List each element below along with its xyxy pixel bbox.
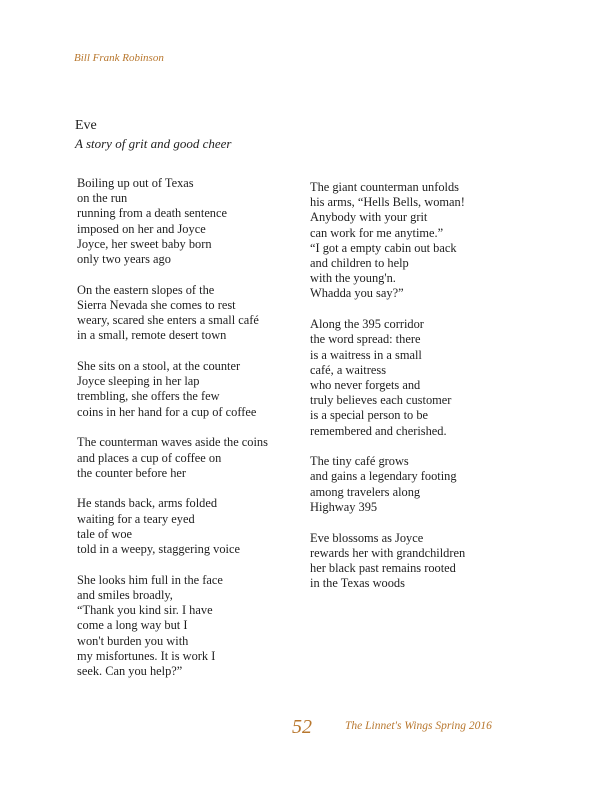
poem-line: come a long way but I [77, 618, 188, 633]
poem-line: The counterman waves aside the coins [77, 435, 268, 450]
poem-line: and places a cup of coffee on [77, 450, 222, 465]
poem-line: weary, scared she enters a small café [77, 313, 259, 328]
poem-line: running from a death sentence [77, 206, 228, 221]
poem-line: won't burden you with [77, 633, 189, 648]
poem-column-left [77, 176, 317, 695]
poem-line: tale of woe [77, 526, 133, 541]
poem-line: Joyce sleeping in her lap [77, 374, 200, 389]
page-number: 52 [292, 716, 312, 738]
poem-line: Joyce, her sweet baby born [77, 236, 212, 251]
stanza [77, 573, 317, 679]
poem-line: waiting for a teary eyed [77, 511, 195, 526]
poem-line: my misfortunes. It is work I [77, 648, 216, 663]
stanza [77, 283, 317, 344]
poem-line: and gains a legendary footing [310, 469, 457, 484]
poem-line: imposed on her and Joyce [77, 221, 206, 236]
stanza [310, 454, 550, 515]
poem-line: She sits on a stool, at the counter [77, 359, 241, 374]
poem-line: is a special person to be [310, 408, 429, 423]
poem-line: “Thank you kind sir. I have [77, 603, 213, 618]
poem-line: who never forgets and [310, 377, 421, 392]
poem-line: café, a waitress [310, 362, 387, 377]
poem-line: in the Texas woods [310, 576, 405, 591]
poem-line: He stands back, arms folded [77, 496, 218, 511]
poem-line: the counter before her [77, 465, 187, 480]
poem-line: On the eastern slopes of the [77, 282, 215, 297]
stanza [310, 180, 550, 302]
stanza [310, 317, 550, 439]
poem-line: Sierra Nevada she comes to rest [77, 297, 236, 312]
poem-line: her black past remains rooted [310, 560, 456, 575]
publication-footer: The Linnet's Wings Spring 2016 [345, 720, 492, 732]
poem-line: told in a weepy, staggering voice [77, 542, 240, 557]
stanza [77, 359, 317, 420]
poem-line: his arms, “Hells Bells, woman! [310, 195, 465, 210]
poem-title: Eve [75, 118, 97, 133]
poem-line: “I got a empty cabin out back [310, 240, 457, 255]
stanza [77, 176, 317, 267]
poem-line: is a waitress in a small [310, 347, 422, 362]
author-header: Bill Frank Robinson [74, 52, 164, 64]
poem-line: on the run [77, 191, 128, 206]
stanza [310, 531, 550, 592]
poem-line: Eve blossoms as Joyce [310, 530, 424, 545]
poem-line: The tiny café grows [310, 454, 409, 469]
poem-line: and smiles broadly, [77, 587, 173, 602]
stanza [77, 435, 317, 481]
poem-line: Anybody with your grit [310, 210, 428, 225]
poem-line: Highway 395 [310, 499, 378, 514]
poem-line: and children to help [310, 256, 409, 271]
poem-line: among travelers along [310, 484, 421, 499]
poem-line: coins in her hand for a cup of coffee [77, 404, 257, 419]
poem-line: trembling, she offers the few [77, 389, 220, 404]
poem-line: Along the 395 corridor [310, 317, 424, 332]
poem-line: She looks him full in the face [77, 572, 223, 587]
poem-line: in a small, remote desert town [77, 328, 227, 343]
poem-line: only two years ago [77, 252, 171, 267]
poem-line: Whadda you say?” [310, 286, 404, 301]
poem-column-right [310, 180, 550, 607]
poem-line: truly believes each customer [310, 393, 452, 408]
poem-line: The giant counterman unfolds [310, 180, 459, 194]
poem-line: the word spread: there [310, 332, 421, 347]
poem-line: seek. Can you help?” [77, 663, 183, 678]
poem-subtitle: A story of grit and good cheer [75, 136, 232, 151]
poem-line: can work for me anytime.” [310, 225, 444, 240]
poem-line: Boiling up out of Texas [77, 176, 194, 190]
stanza [77, 496, 317, 557]
poem-line: rewards her with grandchildren [310, 545, 466, 560]
poem-line: remembered and cherished. [310, 423, 447, 438]
poem-line: with the young'n. [310, 271, 396, 286]
